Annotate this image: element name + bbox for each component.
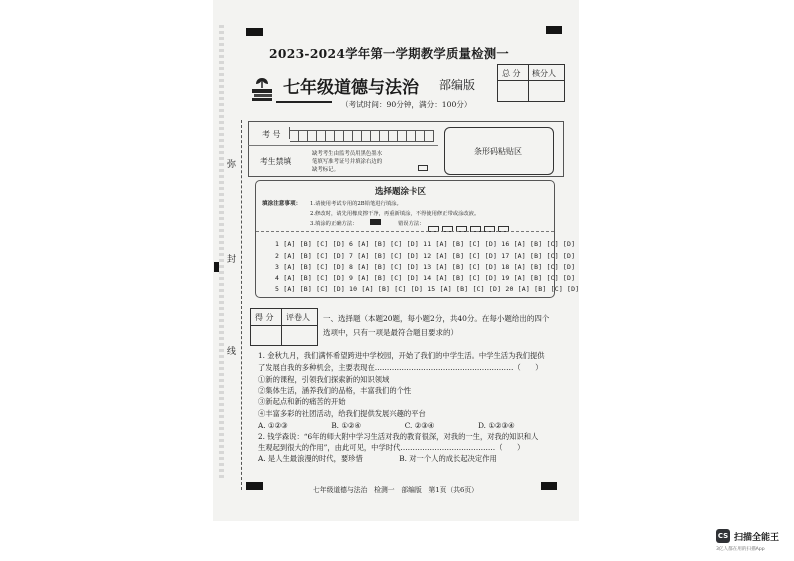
total-score-label: 总 分 — [502, 69, 521, 78]
section1-grader-label: 评卷人 — [286, 313, 310, 322]
exam-number-cells[interactable] — [289, 127, 434, 139]
answer-row-4[interactable]: 4 [A] [B] [C] [D] 9 [A] [B] [C] [D] 14 [A] [B] [C] [D] 19 [A] [B] [C] [D] — [275, 274, 576, 282]
section1-score-input[interactable] — [251, 326, 280, 345]
answer-card-note-1: 1.请使用考试专用的2B铅笔进行填涂。 — [310, 201, 402, 207]
barcode-label: 条形码粘贴区 — [474, 147, 522, 156]
answer-row-3[interactable]: 3 [A] [B] [C] [D] 8 [A] [B] [C] [D] 13 [A] [B] [C] [D] 18 [A] [B] [C] [D] — [275, 263, 576, 271]
exam-title: 2023-2024学年第一学期教学质量检测一 — [269, 46, 510, 61]
registration-mark-top-left — [246, 28, 263, 36]
wrong-method-label: 错误方法： — [398, 221, 425, 227]
question-2-options: A. 是人生最浪漫的时代，要珍惜 B. 对一个人的成长起决定作用 — [258, 454, 497, 463]
answer-row-2[interactable]: 2 [A] [B] [C] [D] 7 [A] [B] [C] [D] 12 [A] [B] [C] [D] 17 [A] [B] [C] [D] — [275, 252, 576, 260]
binding-dashed-line — [241, 120, 242, 490]
subject-title: 七年级道德与法治 — [283, 78, 419, 98]
checker-label: 核分人 — [532, 69, 556, 78]
paper-left-edge — [219, 25, 224, 480]
edition-label: 部编版 — [439, 78, 476, 92]
question-1-line-1: 1. 金秋九月，我们满怀希望跨进中学校园，开始了我们的中学生活。中学生活为我们提供 — [258, 351, 545, 360]
absent-mark-checkbox[interactable] — [418, 165, 428, 171]
question-2-line-2: 生观起到很大的作用”，由此可见，中学时代…………………………………（ ） — [258, 443, 525, 452]
answer-card-divider — [256, 231, 554, 232]
page-footer: 七年级道德与法治 检测一 部编版 第1页（共6页） — [313, 486, 478, 494]
binding-seal-char-2: 封 — [227, 255, 237, 265]
answer-card-title: 选择题涂卡区 — [375, 187, 427, 197]
question-2-line-1: 2. 钱学森说：“6年的师大附中学习生活对我的教育很深，对我的一生，对我的知识和人 — [258, 432, 539, 441]
exam-info: （考试时间：90分钟，满分：100分） — [341, 100, 472, 109]
answer-row-1[interactable]: 1 [A] [B] [C] [D] 6 [A] [B] [C] [D] 11 [A] [B] [C] [D] 16 [A] [B] [C] [D] — [275, 240, 576, 248]
section1-score-label: 得 分 — [255, 313, 274, 322]
watermark-tagline: 3亿人都在用的扫描App — [716, 547, 765, 552]
candidate-rules-line-1: 缺考考生由监考员用黑色墨水 — [312, 151, 383, 157]
book-stack-icon — [249, 76, 275, 102]
candidate-rules-label: 考生禁填 — [260, 157, 292, 166]
binding-seal-char-1: 弥 — [227, 160, 237, 170]
exam-number-label: 考 号 — [262, 130, 281, 139]
question-1-item-4: ④丰富多彩的社团活动，给我们提供发展兴趣的平台 — [258, 409, 426, 418]
registration-mark-bottom-left — [246, 482, 263, 490]
candidate-rules-line-2: 笔填写准考证号并填涂右边的 — [312, 159, 383, 165]
watermark-app-name: 扫描全能王 — [734, 533, 780, 543]
wrong-fill-samples — [428, 218, 512, 237]
registration-mark-bottom-right — [541, 482, 557, 490]
section1-grader-input[interactable] — [282, 326, 317, 345]
total-score-input[interactable] — [498, 81, 527, 101]
registration-mark-top-right — [546, 26, 562, 34]
question-1-item-1: ①新的课程，引领我们探索新的知识领域 — [258, 375, 390, 384]
question-1-options: A. ①②③ B. ①②④ C. ②③④ D. ①②③④ — [258, 421, 515, 430]
question-1-item-3: ③新起点和新的痛苦的开始 — [258, 397, 346, 406]
correct-fill-sample — [370, 219, 381, 225]
question-1-item-2: ②集体生活，涵养我们的品格，丰富我们的个性 — [258, 386, 412, 395]
rules-box-line — [248, 145, 438, 146]
answer-row-5[interactable]: 5 [A] [B] [C] [D] 10 [A] [B] [C] [D] 15 [A] [B] [C] [D] 20 [A] [B] [C] [D] — [275, 285, 580, 293]
answer-card-note-3: 3.填涂的正确方法： — [310, 221, 358, 227]
registration-mark-side — [214, 262, 219, 272]
candidate-rules-line-3: 缺考标记。 — [312, 167, 339, 173]
question-1-line-2: 了发展自我的多种机会，主要表现在…………………………………………………（ ） — [258, 363, 543, 372]
answer-card-note-2: 2.修改时，请先用橡皮擦干净，再重新填涂，不得使用修正带或涂改液。 — [310, 211, 480, 217]
subject-underline — [276, 101, 332, 103]
checker-input[interactable] — [529, 81, 564, 101]
section1-heading-line-2: 选项中，只有一项是最符合题目要求的） — [323, 328, 458, 337]
binding-seal-char-3: 线 — [227, 347, 237, 357]
section1-heading-line-1: 一、选择题（本题20题，每小题2分，共40分。在每小题给出的四个 — [323, 314, 550, 323]
camscanner-logo-icon: CS — [716, 529, 730, 543]
answer-card-notes-label: 填涂注意事项： — [262, 201, 302, 207]
